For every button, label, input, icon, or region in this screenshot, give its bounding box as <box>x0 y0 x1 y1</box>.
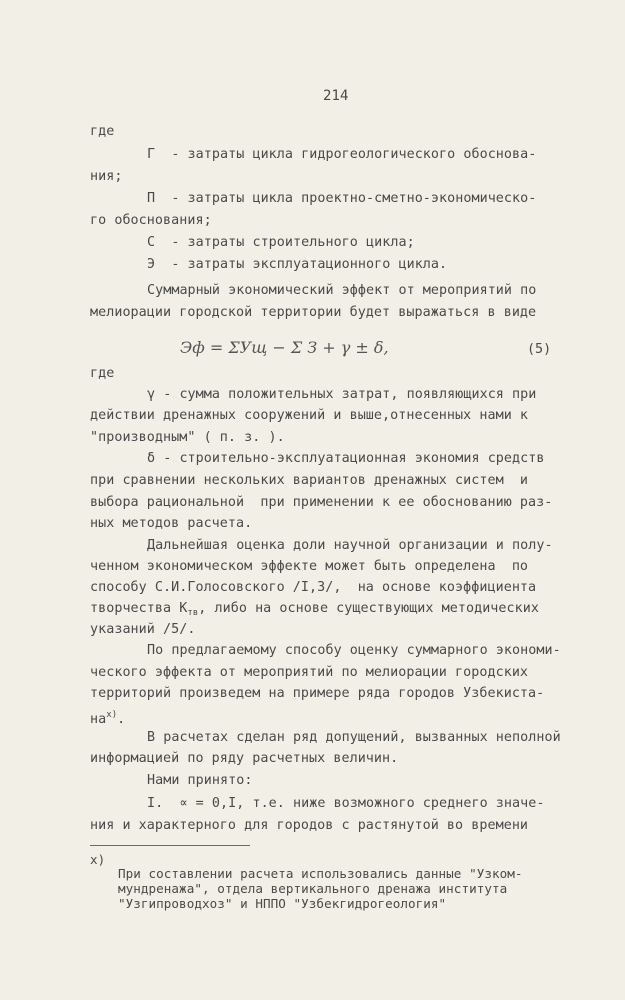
paragraph-line: способу С.И.Голосовского /I,3/, на основе коэффициента <box>90 580 537 595</box>
definition-g-line: ния; <box>90 169 123 184</box>
paragraph-line: ческого эффекта от мероприятий по мелиорации городских <box>90 665 529 680</box>
paragraph-line: информацией по ряду расчетных величин. <box>90 751 399 766</box>
paragraph-line: ния и характерного для городов с растянутой во времени <box>90 818 529 833</box>
footnote-divider <box>90 845 250 846</box>
paragraph-line <box>90 707 125 728</box>
text-fragment: творчества К <box>90 601 188 616</box>
paragraph-line: территорий произведем на примере ряда городов Узбекиста- <box>90 686 545 701</box>
text-fragment: на <box>90 712 107 727</box>
paragraph-line: I. ∝ = 0,I, т.е. ниже возможного среднего значе- <box>147 796 545 811</box>
where-label: где <box>90 366 115 381</box>
footnote-line: "Узгипроводхоз" и НППО "Узбекгидрогеология" <box>118 896 447 911</box>
footnote-reference: х) <box>106 710 118 720</box>
page-number: 214 <box>323 88 349 104</box>
subscript: тв <box>187 608 199 618</box>
where-label: где <box>90 124 115 139</box>
paragraph-line: Суммарный экономический эффект от мероприятий по <box>147 283 537 298</box>
definition-gamma-line: действии дренажных сооружений и выше,отнесенных нами к <box>90 408 529 423</box>
definition-gamma-line: γ - сумма положительных затрат, появляющихся при <box>147 387 537 402</box>
paragraph-line: указаний /5/. <box>90 622 196 637</box>
definition-s-line: С - затраты строительного цикла; <box>147 235 415 250</box>
equation-number: (5) <box>527 342 552 357</box>
definition-delta-line: ных методов расчета. <box>90 516 253 531</box>
formula: Эф = ΣУщ − Σ З + γ ± δ, <box>180 338 389 357</box>
paragraph-line: мелиорации городской территории будет выражаться в виде <box>90 305 537 320</box>
paragraph-line: Дальнейшая оценка доли научной организации и полу- <box>147 538 553 553</box>
footnote-line: При составлении расчета использовались данные "Узком- <box>118 866 523 881</box>
paragraph-line <box>90 601 539 621</box>
definition-delta-line: при сравнении нескольких вариантов дренажных систем и <box>90 473 529 488</box>
definition-gamma-line: "производным" ( п. з. ). <box>90 430 285 445</box>
definition-delta-line: выбора рациональной при применении к ее обоснованию раз- <box>90 495 553 510</box>
paragraph-line: Нами принято: <box>147 773 253 788</box>
definition-e-line: Э - затраты эксплуатационного цикла. <box>147 257 448 272</box>
definition-p-line: го обоснования; <box>90 213 212 228</box>
text-fragment: , либо на основе существующих методических <box>198 601 539 616</box>
definition-p-line: П - затраты цикла проектно-сметно-экономическо- <box>147 191 537 206</box>
footnote-marker: х) <box>90 852 106 867</box>
footnote-line: мундренажа", отдела вертикального дренажа института <box>118 881 508 896</box>
paragraph-line: В расчетах сделан ряд допущений, вызванных неполной <box>147 730 561 745</box>
definition-delta-line: δ - строительно-эксплуатационная экономия средств <box>147 451 545 466</box>
text-fragment: . <box>117 712 126 727</box>
paragraph-line: По предлагаемому способу оценку суммарного экономи- <box>147 643 561 658</box>
definition-g-line: Г - затраты цикла гидрогеологического обоснова- <box>147 147 537 162</box>
paragraph-line: ченном экономическом эффекте может быть определена по <box>90 559 529 574</box>
